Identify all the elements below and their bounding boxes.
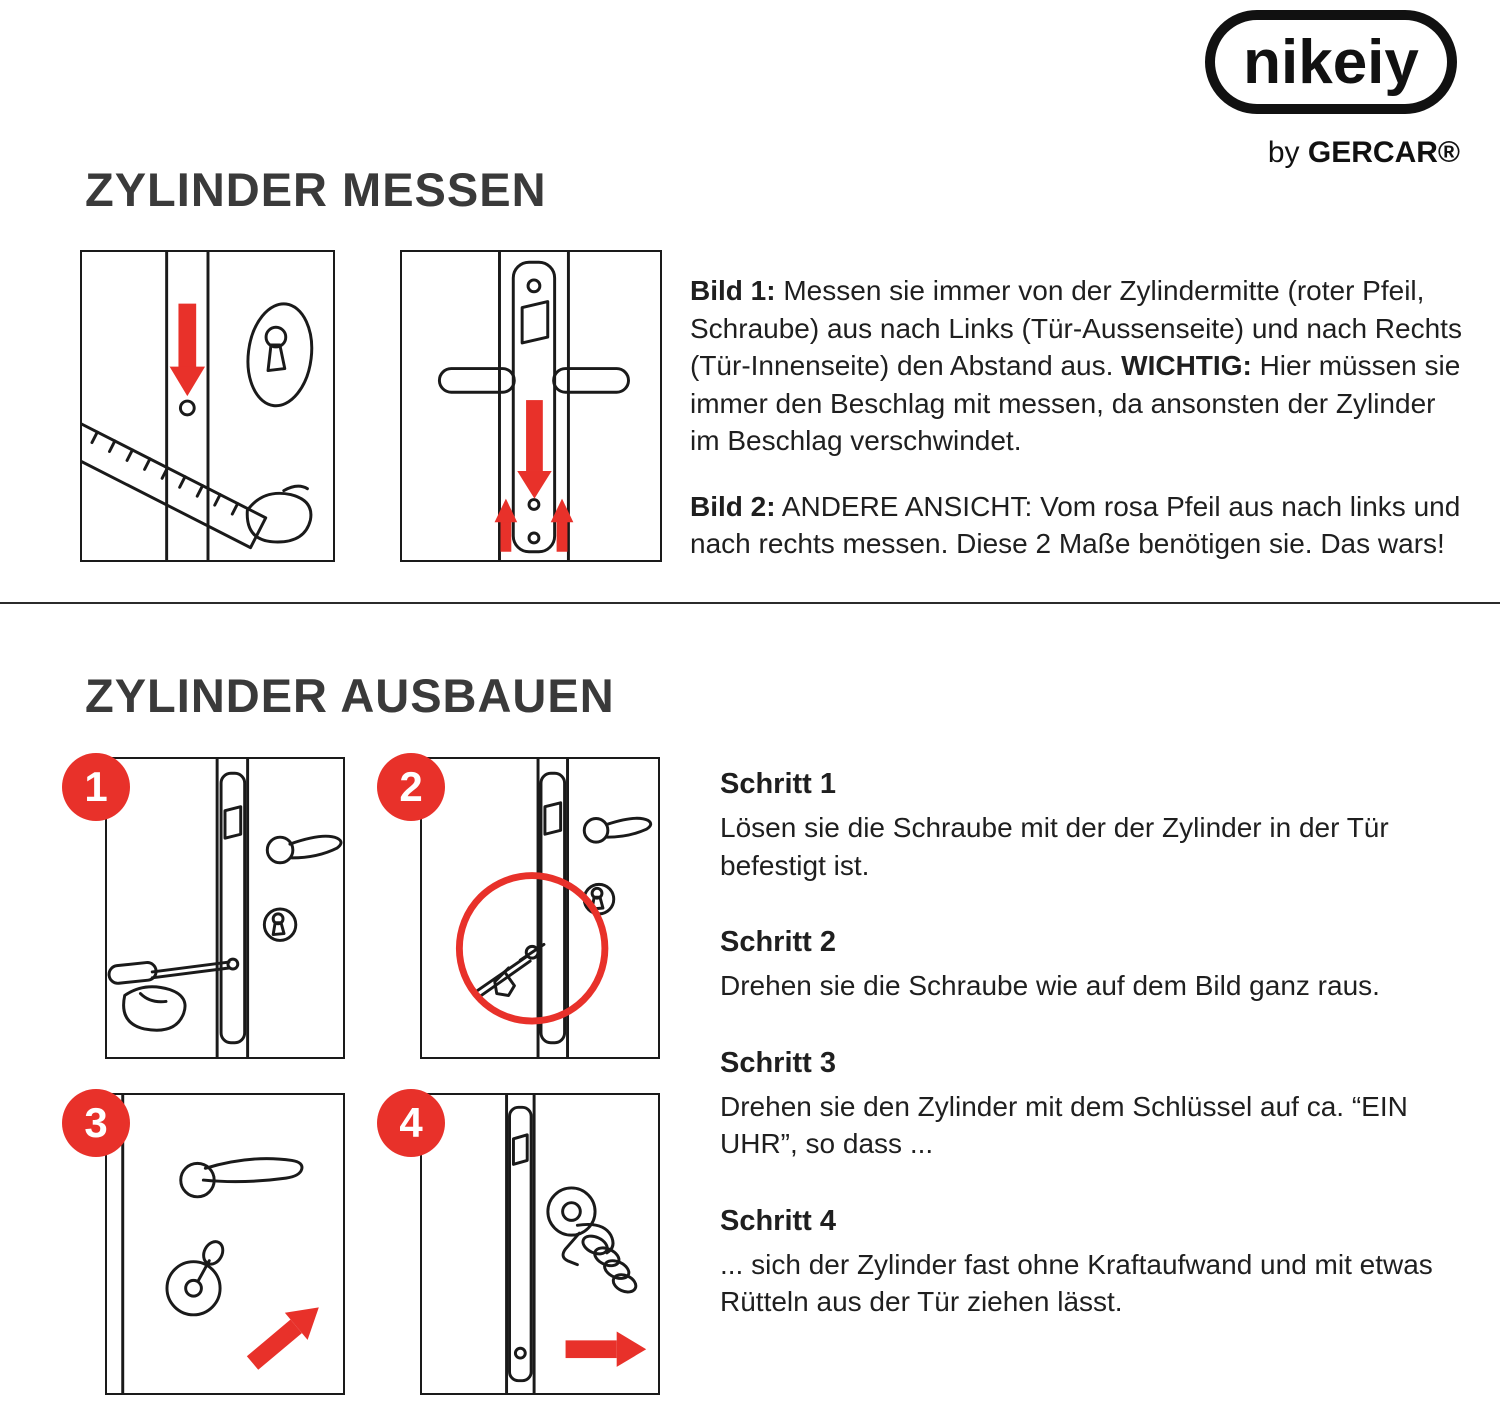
step-badge-3: 3 bbox=[62, 1089, 130, 1157]
step-block-4 bbox=[720, 1205, 1465, 1321]
step-3-text: Drehen sie den Zylinder mit dem Schlüssel auf ca. “EIN UHR”, so dass ... bbox=[720, 1090, 1408, 1160]
bild1-paragraph bbox=[690, 272, 1470, 460]
screw-removal-illustration bbox=[422, 759, 658, 1057]
measure-ruler-illustration bbox=[82, 252, 333, 560]
step-4-title: Schritt 4 bbox=[720, 1204, 837, 1237]
figure-bild-1 bbox=[80, 250, 335, 562]
faceplate-handle-illustration bbox=[402, 252, 660, 560]
byline-prefix: by bbox=[1267, 136, 1308, 169]
red-highlight-circle-icon bbox=[459, 876, 605, 1022]
section-heading-ausbauen: ZYLINDER AUSBAUEN bbox=[85, 669, 615, 722]
step-block-3 bbox=[720, 1047, 1465, 1163]
red-right-arrow-icon bbox=[566, 1332, 647, 1367]
brand-logo-text: nikeiy bbox=[1243, 27, 1419, 97]
section-divider bbox=[0, 602, 1500, 604]
figure-bild-2 bbox=[400, 250, 662, 562]
byline-brand: GERCAR® bbox=[1307, 136, 1460, 169]
step-2-text: Drehen sie die Schraube wie auf dem Bild ganz raus. bbox=[720, 970, 1380, 1002]
steps-text-block bbox=[720, 768, 1465, 1363]
step-badge-2: 2 bbox=[377, 753, 445, 821]
messen-text-block bbox=[690, 272, 1470, 591]
step-badge-1: 1 bbox=[62, 753, 130, 821]
step-4-text: ... sich der Zylinder fast ohne Kraftaufwand und mit etwas Rütteln aus der Tür ziehen lässt. bbox=[720, 1248, 1433, 1318]
step-1-title: Schritt 1 bbox=[720, 768, 837, 800]
bild1-text-a: Messen sie immer von der Zylindermitte (roter Pfeil, Schraube) aus nach Links (Tür-Aussenseite) und nach Rechts (Tür-Innenseite) den Abstand aus. bbox=[690, 275, 1462, 382]
brand-byline bbox=[1268, 136, 1460, 170]
brand-logo bbox=[1205, 10, 1457, 114]
bild1-wichtig-label: WICHTIG: bbox=[1121, 350, 1252, 382]
step-1-text: Lösen sie die Schraube mit der der Zylinder in der Tür befestigt ist. bbox=[720, 812, 1389, 881]
step-badge-4: 4 bbox=[377, 1089, 445, 1157]
screwdriver-loosen-illustration bbox=[107, 759, 343, 1057]
bild2-text: ANDERE ANSICHT: Vom rosa Pfeil aus nach links und nach rechts messen. Diese 2 Maße benötigen sie. Das wars! bbox=[690, 490, 1461, 560]
figure-step-2 bbox=[420, 757, 660, 1059]
bild1-text-b: Hier müssen sie immer den Beschlag mit messen, da ansonsten der Zylinder im Beschlag verschwindet. bbox=[690, 350, 1461, 457]
figure-step-1 bbox=[105, 757, 345, 1059]
step-2-title: Schritt 2 bbox=[720, 926, 837, 959]
figure-step-3 bbox=[105, 1093, 345, 1395]
red-diagonal-arrow-icon bbox=[241, 1294, 330, 1377]
figure-step-4 bbox=[420, 1093, 660, 1395]
step-block-1 bbox=[720, 768, 1465, 884]
red-arrows-icon bbox=[495, 400, 574, 552]
bild2-label: Bild 2: bbox=[690, 490, 776, 522]
bild1-label: Bild 1: bbox=[690, 275, 776, 306]
bild2-paragraph bbox=[690, 488, 1470, 563]
step-3-title: Schritt 3 bbox=[720, 1046, 837, 1079]
step-block-2 bbox=[720, 926, 1465, 1005]
section-heading-messen: ZYLINDER MESSEN bbox=[85, 163, 547, 216]
red-down-arrow-icon bbox=[170, 304, 205, 397]
key-turn-illustration bbox=[107, 1095, 343, 1393]
cylinder-pull-illustration bbox=[422, 1095, 658, 1393]
